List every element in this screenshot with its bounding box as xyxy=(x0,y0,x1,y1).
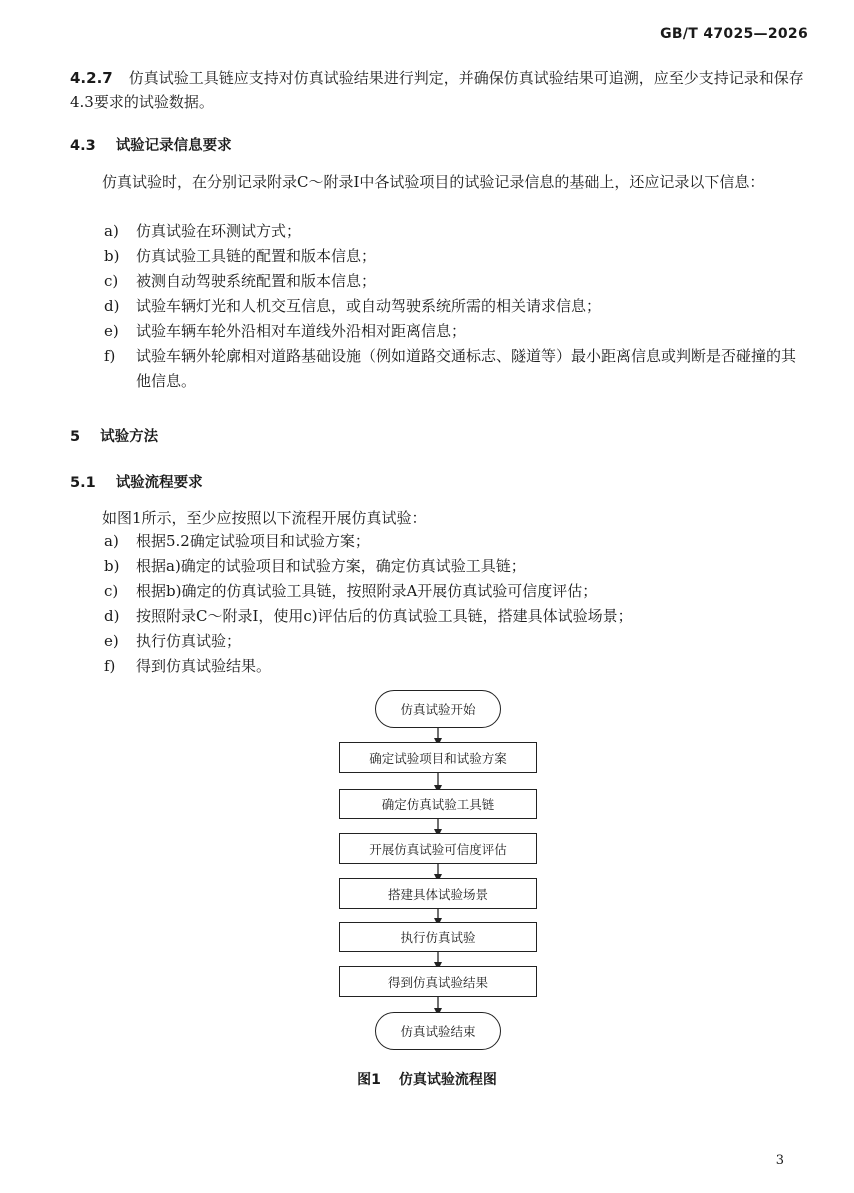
flow-start-terminal: 仿真试验开始 xyxy=(375,690,501,728)
list-marker: f) xyxy=(104,347,116,365)
list-text: 仿真试验工具链的配置和版本信息； xyxy=(136,247,377,265)
figure-number: 图1 xyxy=(357,1072,381,1088)
page-number: 3 xyxy=(775,1153,784,1168)
list-text: 试验车辆外轮廓相对道路基础设施（例如道路交通标志、隧道等）最小距离信息或判断是否碰撞的其他信息。 xyxy=(136,347,797,390)
section-number: 4.3 xyxy=(70,138,96,154)
list-text: 被测自动驾驶系统配置和版本信息； xyxy=(136,272,377,290)
list-text: 试验车辆灯光和人机交互信息，或自动驾驶系统所需的相关请求信息； xyxy=(136,297,602,315)
list-marker: d) xyxy=(104,607,120,625)
standard-code: GB/T 47025—2026 xyxy=(660,26,808,42)
section-number: 5.1 xyxy=(70,475,96,491)
list-marker: f) xyxy=(104,657,116,675)
clause-text: 仿真试验工具链应支持对仿真试验结果进行判定，并确保仿真试验结果可追溯，应至少支持记录和保存4.3要求的试验数据。 xyxy=(70,69,804,111)
list-marker: d) xyxy=(104,297,120,315)
list-marker: b) xyxy=(104,247,120,265)
figure-title: 仿真试验流程图 xyxy=(398,1072,497,1088)
list-text: 得到仿真试验结果。 xyxy=(136,657,272,675)
flow-end-terminal: 仿真试验结束 xyxy=(375,1012,501,1050)
list-marker: b) xyxy=(104,557,120,575)
list-marker: c) xyxy=(104,582,119,600)
list-text: 仿真试验在环测试方式； xyxy=(136,222,302,240)
section-5-1-intro: 如图1所示，至少应按照以下流程开展仿真试验： xyxy=(102,509,427,527)
list-text: 执行仿真试验； xyxy=(136,632,242,650)
section-4-3-intro: 仿真试验时，在分别记录附录C～附录I中各试验项目的试验记录信息的基础上，还应记录以下信息： xyxy=(102,173,765,191)
list-text: 试验车辆车轮外沿相对车道线外沿相对距离信息； xyxy=(136,322,467,340)
section-title: 试验方法 xyxy=(100,429,159,445)
clause-number: 4.2.7 xyxy=(70,69,113,87)
flow-step-box: 搭建具体试验场景 xyxy=(339,878,537,909)
figure-caption xyxy=(0,1069,854,1089)
list-marker: a) xyxy=(104,532,119,550)
section-title: 试验流程要求 xyxy=(115,475,203,491)
flow-step-box: 确定仿真试验工具链 xyxy=(339,789,537,819)
flow-step-box: 开展仿真试验可信度评估 xyxy=(339,833,537,864)
section-number: 5 xyxy=(70,429,81,445)
list-marker: e) xyxy=(104,322,119,340)
flow-step-box: 确定试验项目和试验方案 xyxy=(339,742,537,773)
list-marker: a) xyxy=(104,222,119,240)
list-marker: e) xyxy=(104,632,119,650)
flow-step-box: 得到仿真试验结果 xyxy=(339,966,537,997)
list-text: 按照附录C～附录I，使用c)评估后的仿真试验工具链，搭建具体试验场景； xyxy=(136,607,633,625)
list-text: 根据a)确定的试验项目和试验方案，确定仿真试验工具链； xyxy=(136,557,526,575)
list-marker: c) xyxy=(104,272,119,290)
list-text: 根据5.2确定试验项目和试验方案； xyxy=(136,532,370,550)
section-title: 试验记录信息要求 xyxy=(115,138,232,154)
list-text: 根据b)确定的仿真试验工具链，按照附录A开展仿真试验可信度评估； xyxy=(136,582,598,600)
flow-step-box: 执行仿真试验 xyxy=(339,922,537,952)
